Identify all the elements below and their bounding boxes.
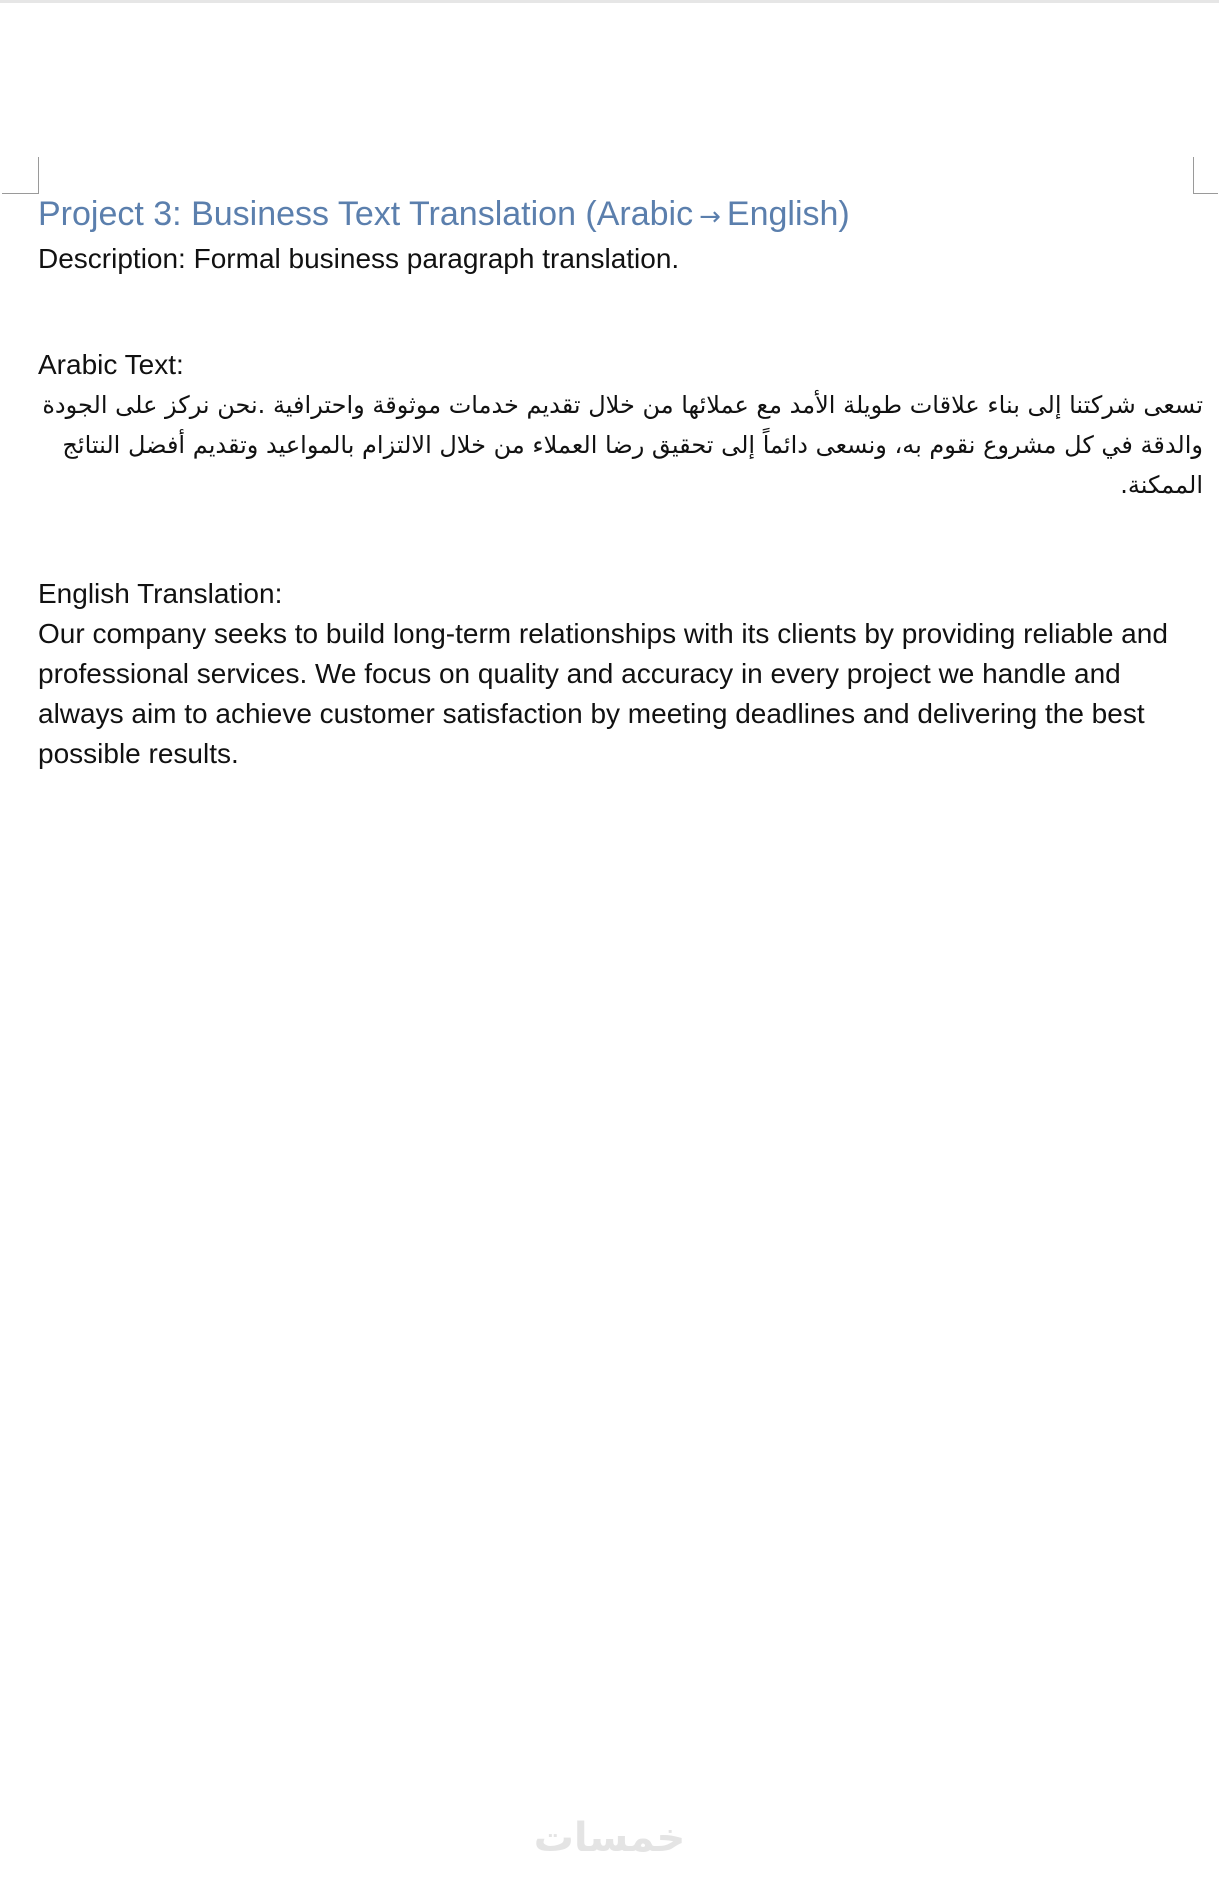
- title-prefix: Project 3: Business Text Translation (Arabic: [38, 195, 694, 233]
- arabic-paragraph: تسعى شركتنا إلى بناء علاقات طويلة الأمد مع عملائها من خلال تقديم خدمات موثوقة واحترافية .نحن نركز على الجودة والدقة في كل مشروع نقوم به، ونسعى دائماً إلى تحقيق رضا العملاء من خلال الالتزام بالمواعيد وتقديم أفضل النتائج الممكنة.: [42, 391, 1203, 499]
- english-translation-label: English Translation:: [38, 578, 283, 609]
- watermark-logo: خمسات: [533, 1815, 686, 1861]
- description-text: Description: Formal business paragraph translation.: [38, 243, 680, 274]
- top-border: [0, 0, 1219, 3]
- page-corner-mark-right: [1193, 157, 1218, 194]
- arabic-text-label: Arabic Text:: [38, 349, 184, 380]
- english-paragraph: Our company seeks to build long-term relationships with its clients by providing reliable and professional services. We focus on quality and accuracy in every project we handle and always aim to achieve customer satisfaction by meeting deadlines and delivering the best possible results.: [38, 618, 1168, 769]
- right-arrow-icon: →: [699, 202, 721, 232]
- page-corner-mark-left: [2, 157, 39, 194]
- document-body: [38, 192, 1208, 774]
- title-suffix: English): [726, 195, 850, 233]
- page-title: [38, 192, 1208, 239]
